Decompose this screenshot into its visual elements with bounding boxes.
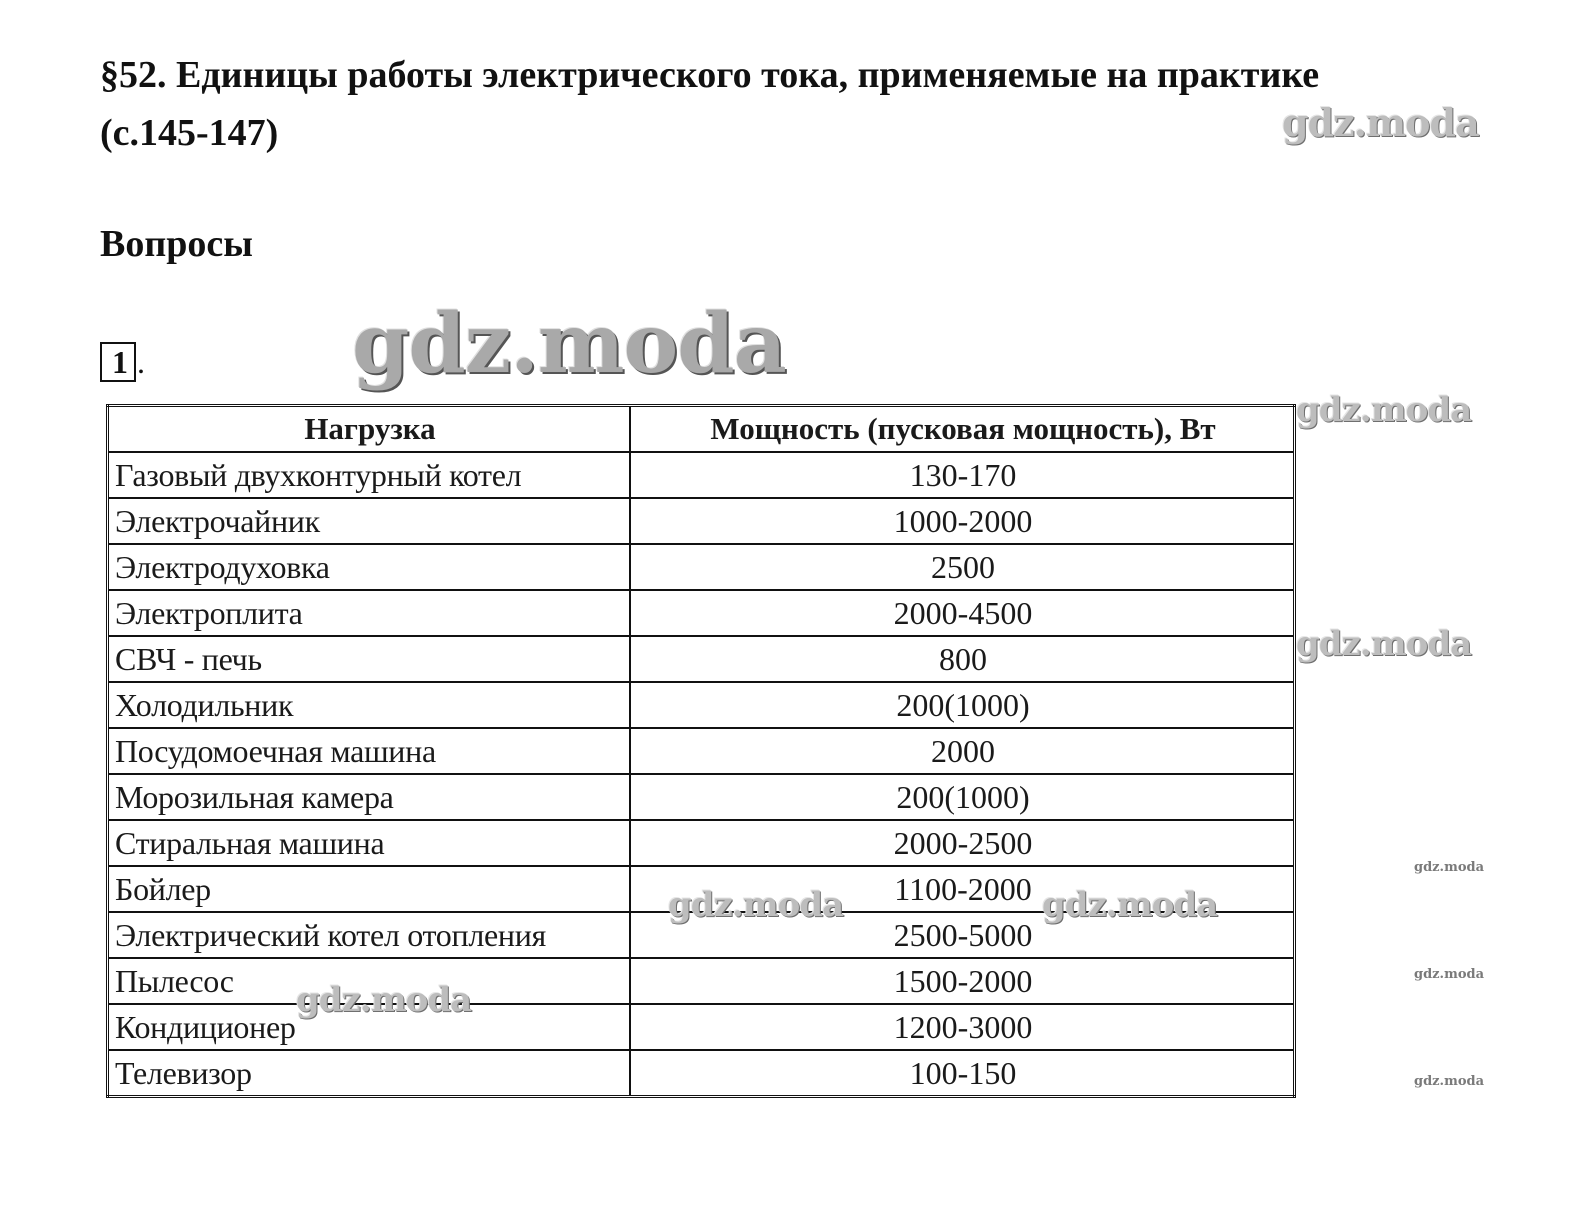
load-cell: Электродуховка [108, 544, 631, 590]
column-header-load: Нагрузка [108, 406, 631, 453]
watermark: gdz.moda [1414, 1074, 1485, 1089]
load-cell: Электроплита [108, 590, 631, 636]
watermark: gdz.moda [1414, 860, 1485, 875]
question-number-box: 1 [100, 342, 136, 382]
load-cell: Электрический котел отопления [108, 912, 631, 958]
table-row [108, 1004, 1295, 1050]
power-table [106, 404, 1296, 1098]
question-number-dot: . [137, 344, 145, 380]
power-cell: 800 [630, 636, 1295, 682]
watermark: gdz.moda [1042, 885, 1218, 925]
table-row [108, 498, 1295, 544]
title-line-2: (с.145-147) [100, 112, 279, 154]
load-cell: Кондиционер [108, 1004, 631, 1050]
load-cell: Стиральная машина [108, 820, 631, 866]
load-cell: Газовый двухконтурный котел [108, 452, 631, 498]
table-row [108, 820, 1295, 866]
watermark: gdz.moda [1282, 100, 1479, 145]
table-row [108, 590, 1295, 636]
watermark: gdz.moda [296, 980, 472, 1020]
power-cell: 2000-4500 [630, 590, 1295, 636]
table-row [108, 728, 1295, 774]
watermark: gdz.moda [352, 296, 786, 392]
load-cell: Электрочайник [108, 498, 631, 544]
watermark: gdz.moda [1296, 624, 1472, 664]
watermark: gdz.moda [668, 885, 844, 925]
table-row [108, 958, 1295, 1004]
load-cell: Пылесос [108, 958, 631, 1004]
question-number [100, 342, 145, 382]
load-cell: Посудомоечная машина [108, 728, 631, 774]
watermark: gdz.moda [1296, 390, 1472, 430]
power-cell: 1000-2000 [630, 498, 1295, 544]
watermark: gdz.moda [1414, 967, 1485, 982]
section-heading: Вопросы [100, 223, 253, 265]
title-line-1: §52. Единицы работы электрического тока, применяемые на практике [100, 54, 1320, 96]
table-row [108, 636, 1295, 682]
power-cell: 2000-2500 [630, 820, 1295, 866]
load-cell: Морозильная камера [108, 774, 631, 820]
power-cell: 2500-5000 [630, 912, 1295, 958]
power-cell: 130-170 [630, 452, 1295, 498]
table-row [108, 682, 1295, 728]
power-cell: 200(1000) [630, 682, 1295, 728]
power-cell: 1100-2000 [630, 866, 1295, 912]
power-cell: 1500-2000 [630, 958, 1295, 1004]
power-cell: 2500 [630, 544, 1295, 590]
load-cell: Бойлер [108, 866, 631, 912]
power-cell: 2000 [630, 728, 1295, 774]
load-cell: Телевизор [108, 1050, 631, 1097]
table-row [108, 544, 1295, 590]
column-header-power: Мощность (пусковая мощность), Вт [630, 406, 1295, 453]
table-row [108, 774, 1295, 820]
load-cell: Холодильник [108, 682, 631, 728]
power-cell: 1200-3000 [630, 1004, 1295, 1050]
power-cell: 200(1000) [630, 774, 1295, 820]
table-row [108, 1050, 1295, 1097]
table-header-row [108, 406, 1295, 453]
table-row [108, 452, 1295, 498]
power-cell: 100-150 [630, 1050, 1295, 1097]
load-cell: СВЧ - печь [108, 636, 631, 682]
